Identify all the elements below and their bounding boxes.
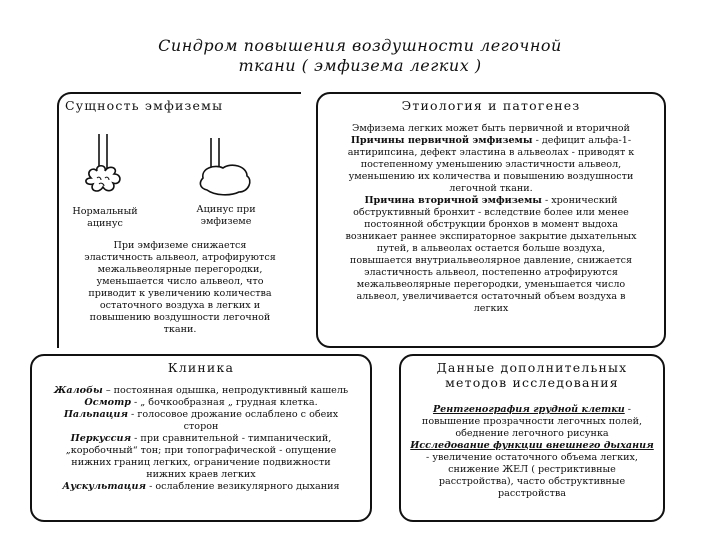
etiology-panel bbox=[316, 92, 666, 348]
etiology-text: Эмфизема легких может быть первичной и вторичной Причины первичной эмфиземы - дефицит альфа-1- антирипсина, дефект эластина в альвеолах - приводят к постепенному уменьшению эластичности альвеол, уменьшению их количества и повышению воздушности легочной ткани. Причина вторичной эмфиземы - хронический обструктивный бронхит - вследствие более или менее постоянной обструкции бронхов в момент выдоха возникает раннее экспираторное закрытие дыхательных путей, в альвеолах остается больше воздуха, повышается внутриальвеолярное давление, снижается эластичность альвеол, постепенно атрофируются межальвеолярные перегородки, уменьшается число альвеол, увеличивается остаточный объем воздуха в легких bbox=[345, 123, 637, 314]
emphysema-acinus-illustration bbox=[197, 138, 267, 200]
methods-panel bbox=[399, 354, 665, 522]
essence-panel bbox=[57, 92, 301, 348]
methods-heading: Данные дополнительных методов исследования bbox=[436, 360, 628, 390]
normal-acinus-caption: Нормальный ацинус bbox=[72, 206, 138, 229]
emphysema-acinus-caption: Ацинус при эмфиземе bbox=[196, 204, 256, 227]
etiology-heading: Этиология и патогенез bbox=[401, 98, 581, 113]
essence-text: При эмфиземе снижается эластичность альвеол, атрофируются межальвеолярные перегородки, уменьшается число альвеол, что приводит к увеличению количества остаточного воздуха в легких и повышению воздушности легочной ткани. bbox=[84, 240, 276, 335]
clinic-heading: Клиника bbox=[167, 360, 235, 375]
normal-acinus-illustration bbox=[77, 134, 147, 204]
clinic-text: Жалобы – постоянная одышка, непродуктивный кашель Осмотр - „ бочкообразная „ грудная клетка. Пальпация - голосовое дрожание ослаблено с обеих сторон Перкуссия - при сравнительной - тимпанический, „коробочный“ тон; при топографической - опущение нижних границ легких, ограничение подвижности нижних краев легких Аускультация - ослабление везикулярного дыхания bbox=[53, 385, 349, 492]
clinic-panel bbox=[30, 354, 372, 522]
page-title: Синдром повышения воздушности легочной ткани ( эмфизема легких ) bbox=[158, 36, 562, 75]
essence-heading: Сущность эмфиземы bbox=[65, 98, 224, 113]
methods-text: Рентгенография грудной клетки - повышение прозрачности легочных полей, обеднение легочного рисунка Исследование функции внешнего дыхания - увеличение остаточного объема легких, снижение ЖЕЛ ( рестриктивные расстройства), часто обструктивные расстройства bbox=[410, 404, 654, 499]
